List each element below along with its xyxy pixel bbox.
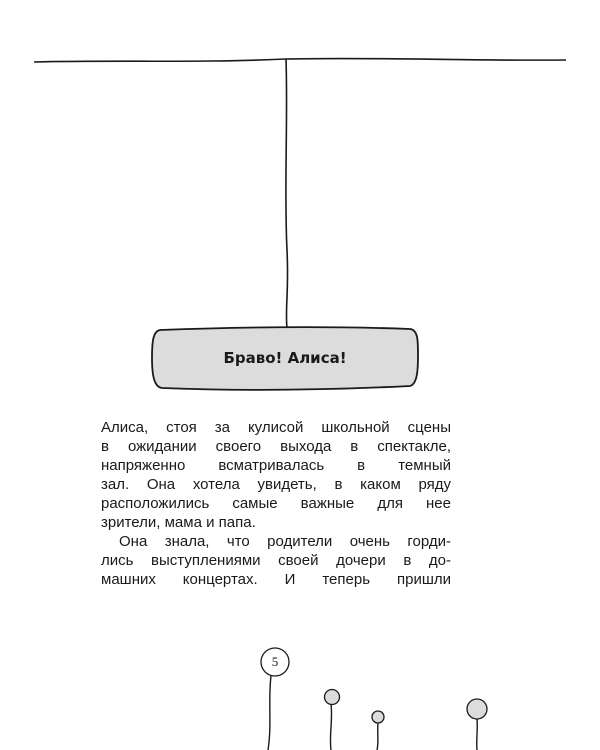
text-line: Она знала, что родители очень горди- (119, 533, 451, 550)
tiny-balloon-string (377, 723, 378, 750)
page-number: 5 (271, 654, 279, 669)
text-line: в ожидании своего выхода в спектакле, (101, 438, 451, 455)
small-balloon-string (330, 704, 331, 750)
chapter-title: Браво! Алиса! (223, 349, 347, 367)
text-line: лись выступлениями своей дочери в до- (101, 552, 451, 569)
page-number-balloon-string (268, 676, 271, 750)
text-line: Алиса, стоя за кулисой школьной сцены (101, 419, 451, 436)
small-balloon (325, 690, 340, 705)
medium-balloon (467, 699, 487, 719)
text-line: зал. Она хотела увидеть, в каком ряду (101, 476, 451, 493)
text-line: машних концертах. И теперь пришли (101, 571, 451, 588)
hanging-string-line (286, 59, 288, 328)
hanging-bar-line (34, 58, 566, 62)
body-text (101, 418, 451, 589)
text-line: расположились самые важные для нее (101, 495, 451, 512)
text-line: зрители, мама и папа. (101, 514, 256, 531)
tiny-balloon (372, 711, 384, 723)
medium-balloon-string (477, 719, 478, 750)
text-line: напряженно всматривалась в темный (101, 457, 451, 474)
